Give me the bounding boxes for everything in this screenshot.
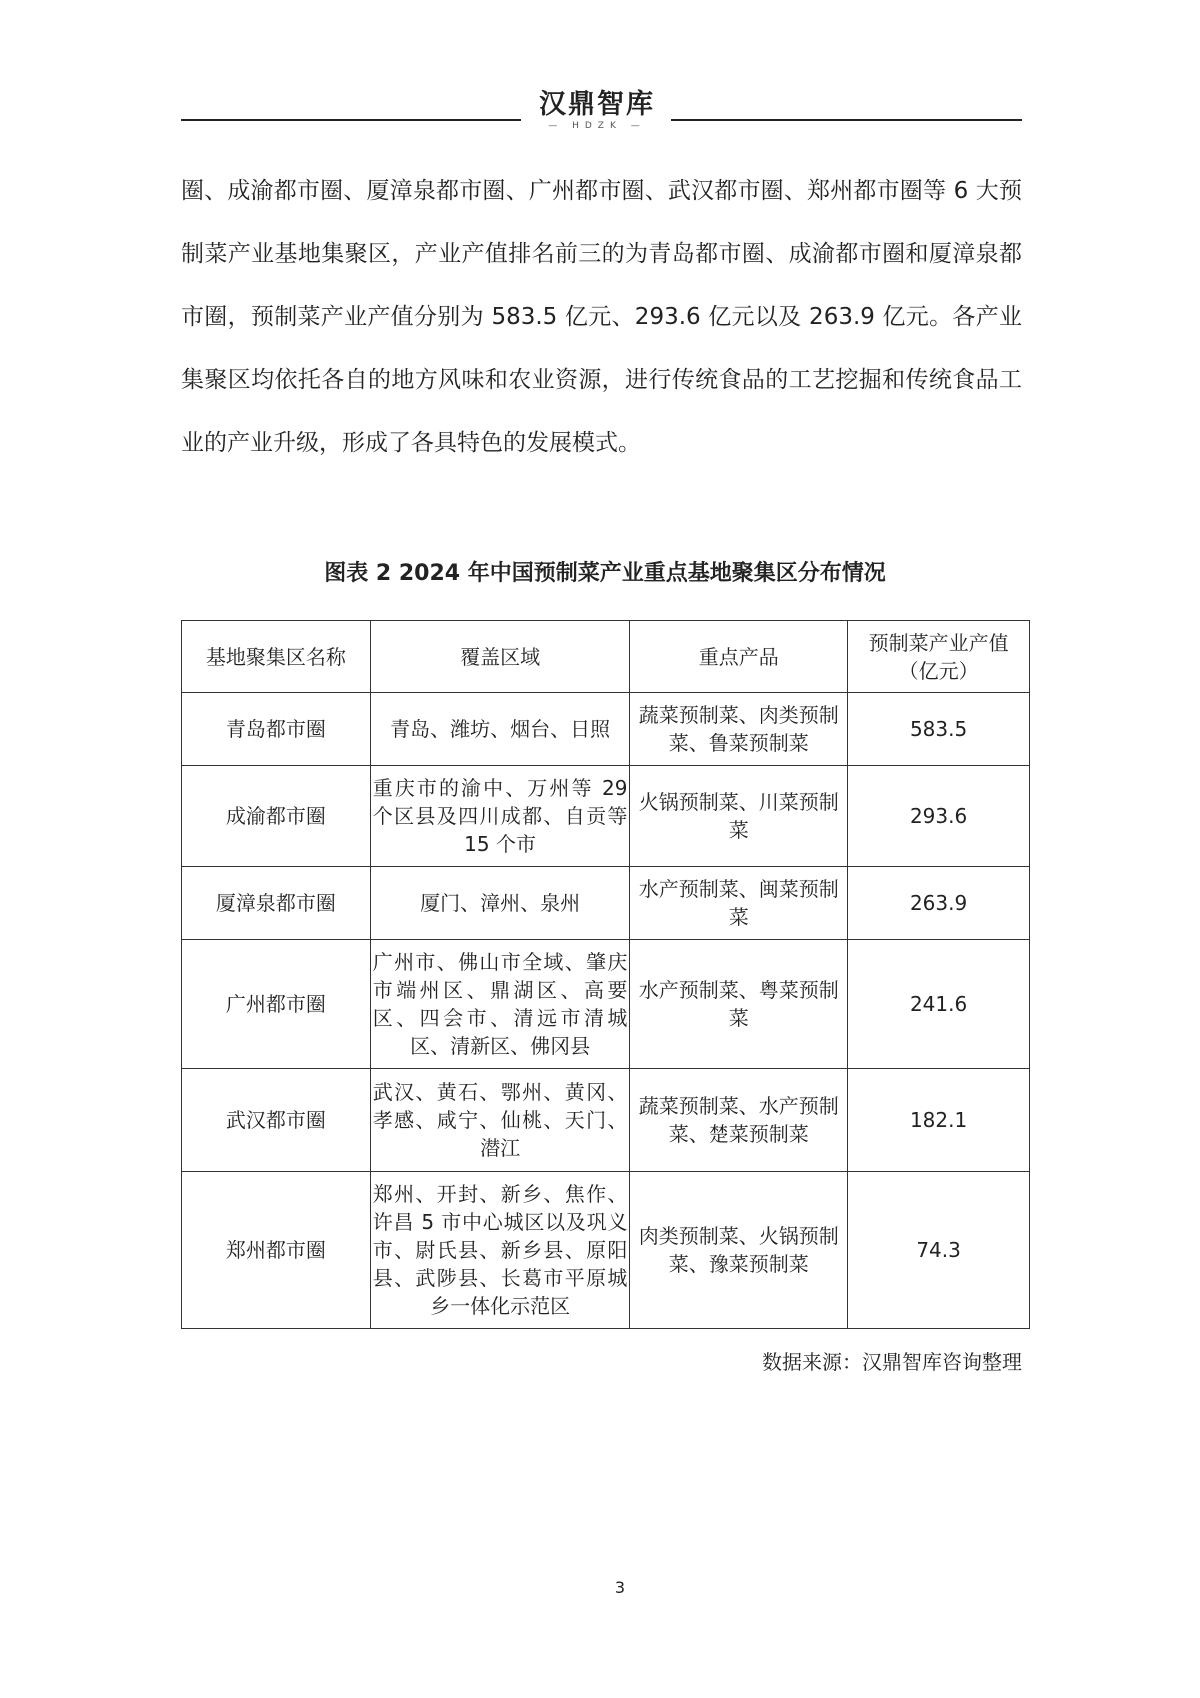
header-cell: 基地聚集区名称 — [182, 621, 371, 693]
body-paragraph: 圈、成渝都市圈、厦漳泉都市圈、广州都市圈、武汉都市圈、郑州都市圈等 6 大预制菜产业基地集聚区，产业产值排名前三的为青岛都市圈、成渝都市圈和厦漳泉都市圈，预制菜产业产值分别为 583.5 亿元、293.6 亿元以及 263.9 亿元。各产业集聚区均依托各自的地方风味和农业资源，进行传统食品的工艺挖掘和传统食品工业的产业升级，形成了各具特色的发展模式。 — [181, 178, 1022, 456]
value-cell: 182.1 — [848, 1069, 1030, 1172]
products-cell: 蔬菜预制菜、肉类预制菜、鲁菜预制菜 — [630, 693, 848, 766]
table-row — [182, 940, 1030, 1069]
value-cell: 74.3 — [848, 1172, 1030, 1329]
table-caption: 图表 2 2024 年中国预制菜产业重点基地聚集区分布情况 — [324, 561, 886, 586]
coverage-cell: 广州市、佛山市全域、肇庆市端州区、鼎湖区、高要区、四会市、清远市清城区、清新区、佛冈县 — [370, 940, 630, 1069]
page-number: 3 — [614, 1578, 626, 1597]
cluster-name-cell: 广州都市圈 — [182, 940, 371, 1069]
products-cell: 火锅预制菜、川菜预制菜 — [630, 766, 848, 867]
value-cell: 293.6 — [848, 766, 1030, 867]
value-cell: 263.9 — [848, 867, 1030, 940]
coverage-cell: 郑州、开封、新乡、焦作、许昌 5 市中心城区以及巩义市、尉氏县、新乡县、原阳县、武陟县、长葛市平原城乡一体化示范区 — [370, 1172, 630, 1329]
coverage-cell: 武汉、黄石、鄂州、黄冈、孝感、咸宁、仙桃、天门、潜江 — [370, 1069, 630, 1172]
table-row — [182, 867, 1030, 940]
logo-en: — HDZK — — [548, 121, 646, 131]
cluster-name-cell: 厦漳泉都市圈 — [182, 867, 371, 940]
products-cell: 肉类预制菜、火锅预制菜、豫菜预制菜 — [630, 1172, 848, 1329]
header-cell: 预制菜产业产值（亿元） — [848, 621, 1030, 693]
cluster-name-cell: 青岛都市圈 — [182, 693, 371, 766]
cluster-name-cell: 武汉都市圈 — [182, 1069, 371, 1172]
table-row — [182, 693, 1030, 766]
value-cell: 583.5 — [848, 693, 1030, 766]
cluster-name-cell: 郑州都市圈 — [182, 1172, 371, 1329]
header-cell: 覆盖区域 — [370, 621, 630, 693]
table-row — [182, 766, 1030, 867]
table-header-row — [182, 621, 1030, 693]
logo — [529, 90, 665, 132]
value-cell: 241.6 — [848, 940, 1030, 1069]
coverage-cell: 厦门、漳州、泉州 — [370, 867, 630, 940]
products-cell: 蔬菜预制菜、水产预制菜、楚菜预制菜 — [630, 1069, 848, 1172]
coverage-cell: 重庆市的渝中、万州等 29 个区县及四川成都、自贡等 15 个市 — [370, 766, 630, 867]
cluster-table — [181, 620, 1030, 1329]
header-cell: 重点产品 — [630, 621, 848, 693]
header-rule-left — [181, 119, 521, 121]
page-header — [181, 90, 1022, 130]
products-cell: 水产预制菜、粤菜预制菜 — [630, 940, 848, 1069]
logo-cn: 汉鼎智库 — [539, 89, 655, 120]
data-source: 数据来源：汉鼎智库咨询整理 — [762, 1350, 1022, 1374]
table-row — [182, 1172, 1030, 1329]
coverage-cell: 青岛、潍坊、烟台、日照 — [370, 693, 630, 766]
header-rule-right — [671, 119, 1022, 121]
cluster-name-cell: 成渝都市圈 — [182, 766, 371, 867]
table-row — [182, 1069, 1030, 1172]
products-cell: 水产预制菜、闽菜预制菜 — [630, 867, 848, 940]
